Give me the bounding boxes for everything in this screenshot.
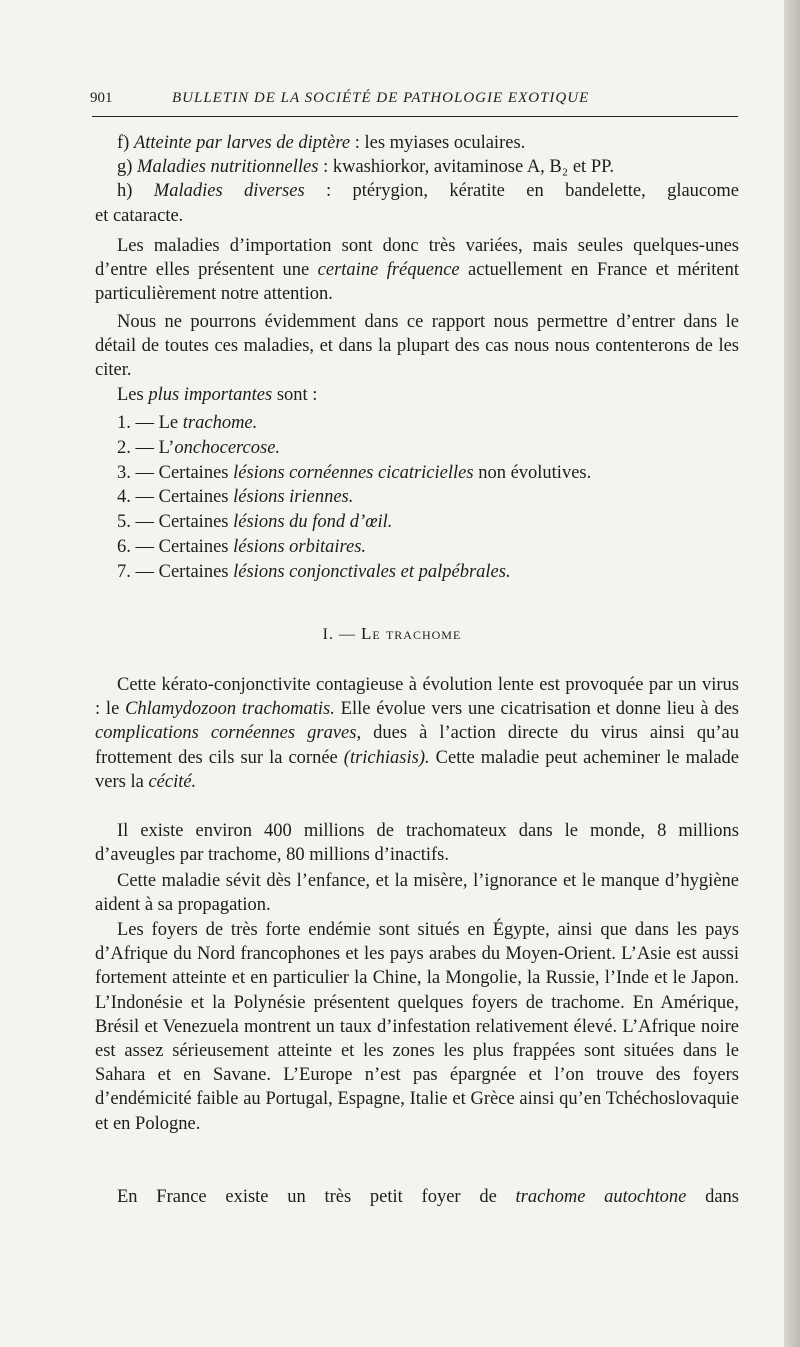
numbered-item: 7. — Certaines lésions conjonctivales et palpébrales. [117,561,511,582]
header-rule [92,116,738,117]
paragraph-foyers: Les foyers de très forte endémie sont situés en Égypte, ainsi que dans les pays d’Afrique du Nord francophones et les pays arabes du Moyen-Orient. L’Asie est aussi fortement atteinte et en particulier la Chine, la Mongolie, la Russie, l’Inde et le Japon. L’Indonésie et la Polynésie présentent quelques foyers de trachome. En Amérique, Brésil et Venezuela montrent un taux d’infestation relativement élevé. L’Afrique noire est assez sérieusement atteinte et les zones les plus frappées sont situées dans le Sahara et en Savane. L’Europe n’est pas épargnée et l’on trouve des foyers d’endémicité faible au Portugal, Espagne, Italie et Grèce ainsi qu’en Tchéchoslovaquie et en Pologne. [95,920,739,1134]
paragraph-importation: Les maladies d’importation sont donc très variées, mais seules quelques-unes d’entre elles présentent une certaine fréquence actuellement en France et méritent particulièrement notre attention. [95,236,739,305]
paragraph-enfance: Cette maladie sévit dès l’enfance, et la misère, l’ignorance et le manque d’hygiène aident à sa propagation. [95,871,739,916]
numbered-item: 6. — Certaines lésions orbitaires. [117,536,367,557]
paragraph-millions: Il existe environ 400 millions de trachomateux dans le monde, 8 millions d’aveugles par trachome, 80 millions d’inactifs. [95,821,739,866]
numbered-item: 4. — Certaines lésions iriennes. [117,487,354,508]
page-edge [784,0,800,1347]
list-top [95,131,739,228]
list-item-f: f) Atteinte par larves de diptère : les myiases oculaires. [117,133,526,153]
running-title: BULLETIN DE LA SOCIÉTÉ DE PATHOLOGIE EXOTIQUE [172,90,590,106]
numbered-item: 5. — Certaines lésions du fond d’œil. [117,512,393,533]
numbered-item: 3. — Certaines lésions cornéennes cicatricielles non évolutives. [117,462,592,483]
paragraph-france: En France existe un très petit foyer de trachome autochtone dans [117,1187,739,1207]
section-heading: I. — Le trachome [322,624,462,643]
numbered-item: 2. — L’onchocercose. [117,437,281,458]
paragraph-importantes: Les plus importantes sont : [117,385,318,405]
list-item-h: h) Maladies diverses : ptérygion, kératite en bandelette, glaucome [117,181,739,202]
numbered-item: 1. — Le trachome. [117,413,258,433]
paragraph-rapport: Nous ne pourrons évidemment dans ce rapport nous permettre d’entrer dans le détail de toutes ces maladies, et dans la plupart des cas nous nous contenterons de les citer. [95,312,739,381]
list-item-h-cont: et cataracte. [95,205,184,226]
list-item-g: g) Maladies nutritionnelles : kwashiorkor, avitaminose A, B₂ et PP. [117,157,614,178]
page-number: 901 [90,90,113,106]
numbered-list [117,411,739,585]
paragraph-trachome: Cette kérato-conjonctivite contagieuse à évolution lente est provoquée par un virus : le Chlamydozoon trachomatis. Elle évolue vers une cicatrisation et donne lieu à des complications cornéennes graves, dues à l’action directe du virus ainsi qu’au frottement des cils sur la cornée (trichiasis). Cette maladie peut acheminer le malade vers la cécité. [95,675,740,792]
